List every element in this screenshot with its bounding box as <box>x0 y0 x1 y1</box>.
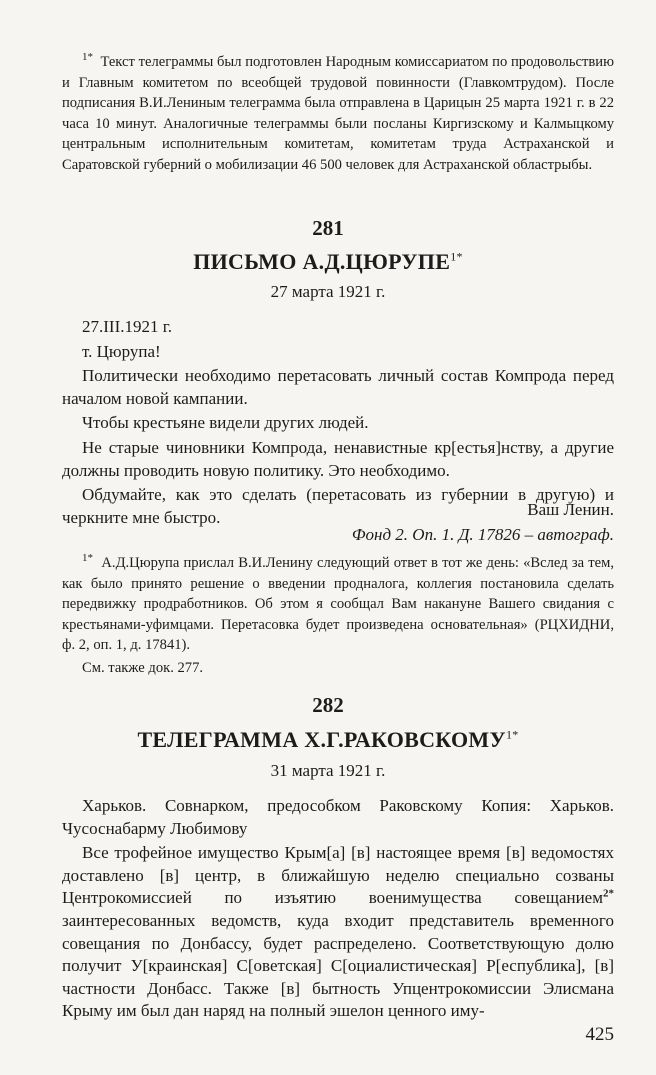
letter-date: 27.III.1921 г. <box>82 317 173 336</box>
paragraph <box>62 842 614 1023</box>
footnote-mark: 1* <box>82 552 93 565</box>
document-number-281: 281 <box>312 216 344 240</box>
document-date-282: 31 марта 1921 г. <box>270 761 386 780</box>
paragraph: Не старые чиновники Компрода, ненавистные кр[естья]нству, а другие должны проводить новую политику. Это необходимо. <box>62 437 614 480</box>
footnote-top <box>62 52 614 175</box>
document-title-282 <box>0 727 656 753</box>
archive-source: Фонд 2. Оп. 1. Д. 17826 – автограф. <box>351 525 614 544</box>
title-footnote-mark: 1* <box>505 727 519 742</box>
paragraph-text: Все трофейное имущество Крым[а] [в] настоящее время [в] ведомостях доставлено [в] центр, в ближайшую неделю специально созваны Центрокомиссией по изъятию военимущества совещанием <box>62 843 614 908</box>
see-also: См. также док. 277. <box>82 659 204 676</box>
title-text: ПИСЬМО А.Д.ЦЮРУПЕ <box>193 249 451 274</box>
page-number: 425 <box>585 1024 614 1045</box>
paragraph-text: заинтересованных ведомств, куда входит представитель временного совещания по Донбассу, будет распределено. Соответствующую долю получит У[краинская] С[оветская] С[оциалистическая] Р[еспублика], [в] частности Донбасс. Также [в] бытность Упцентрокомиссии Элисмана Крыму им был дан наряд на полный эшелон ценного иму- <box>62 910 614 1021</box>
title-footnote-mark: 1* <box>450 249 463 264</box>
footnote-text: А.Д.Цюрупа прислал В.И.Ленину следующий ответ в тот же день: «Вслед за тем, как было принято решение о введении продналога, коллегия постановила сделать передвижку продработников. Об этом я сообщал Вам накануне Вашего свидания с крестьянами-уфимцами. Перетасовка будет произведена основательная» (РЦХИДНИ, ф. 2, оп. 1, д. 17841). <box>62 555 614 653</box>
document-title-281 <box>0 249 656 275</box>
paragraph: Чтобы крестьяне видели других людей. <box>82 413 369 433</box>
footnote-mark: 1* <box>82 51 93 64</box>
footnote-text: Текст телеграммы был подготовлен Народным комиссариатом по продовольствию и Главным комитетом по всеобщей трудовой повинности (Главкомтрудом). После подписания В.И.Лениным телеграмма была отправлена в Царицын 25 марта 1921 г. в 22 часа 10 минут. Аналогичные телеграммы были посланы Киргизскому и Калмыцкому центральным исполнительным комитетам, комитетам труда Астраханской и Саратовской губерний о мобилизации 46 500 человек для Астраханской областрыбы. <box>62 54 614 173</box>
document-number-282: 282 <box>312 693 344 717</box>
footnote-281 <box>62 553 614 678</box>
signature: Ваш Ленин. <box>527 500 614 519</box>
document-date-281: 27 марта 1921 г. <box>270 282 386 301</box>
address: Харьков. Совнарком, предособком Раковскому Копия: Харьков. Чусоснабарму Любимову <box>62 796 614 838</box>
salutation: т. Цюрупа! <box>82 341 161 361</box>
title-text: ТЕЛЕГРАММА Х.Г.РАКОВСКОМУ <box>137 727 506 752</box>
paragraph: Обдумайте, как это сделать (перетасовать из губернии в другую) и черкните мне быстро. <box>62 485 614 527</box>
footnote-mark: 2* <box>603 887 614 900</box>
paragraph: Политически необходимо перетасовать личный состав Компрода перед началом новой кампании. <box>62 366 614 408</box>
document-body-282 <box>62 795 614 1025</box>
